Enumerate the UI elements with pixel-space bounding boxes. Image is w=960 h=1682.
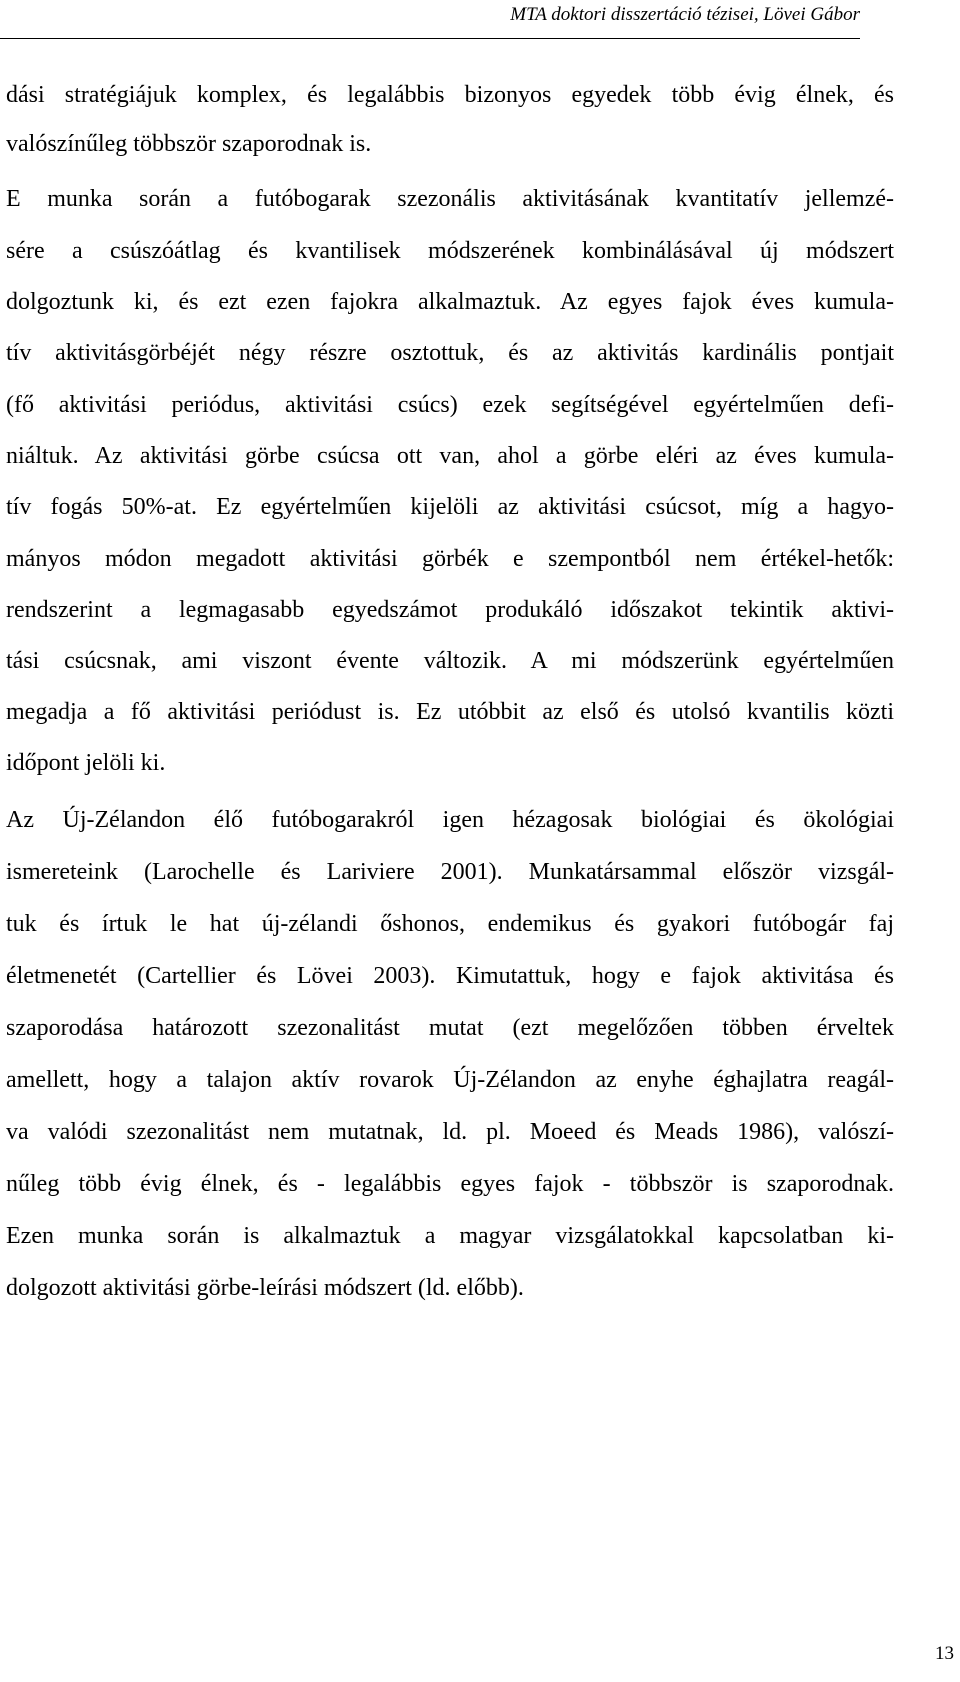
body-text-line: valószínűleg többször szaporodnak is. [6,131,372,157]
body-text-line: megadja a fő aktivitási periódust is. Ez utóbbit az első és utolsó kvantilis közti [6,699,894,725]
body-text-line: amellett, hogy a talajon aktív rovarok Új-Zélandon az enyhe éghajlatra reagál- [6,1067,894,1093]
body-text-line: nűleg több évig élnek, és - legalábbis egyes fajok - többször is szaporodnak. [6,1171,894,1197]
body-text-line: dási stratégiájuk komplex, és legalábbis bizonyos egyedek több évig élnek, és [6,82,894,108]
body-text-line: tási csúcsnak, ami viszont évente változik. A mi módszerünk egyértelműen [6,648,894,674]
body-text-line: szaporodása határozott szezonalitást mutat (ezt megelőzően többen érveltek [6,1015,894,1041]
body-text-line: niáltuk. Az aktivitási görbe csúcsa ott van, ahol a görbe eléri az éves kumula- [6,443,894,469]
body-text-line: ismereteink (Larochelle és Lariviere 2001). Munkatársammal először vizsgál- [6,859,894,885]
body-text-line: Az Új-Zélandon élő futóbogarakról igen hézagosak biológiai és ökológiai [6,807,894,833]
body-text-line: va valódi szezonalitást nem mutatnak, ld. pl. Moeed és Meads 1986), valószí- [6,1119,894,1145]
body-text-line: Ezen munka során is alkalmaztuk a magyar vizsgálatokkal kapcsolatban ki- [6,1223,894,1249]
running-header: MTA doktori disszertáció tézisei, Lövei Gábor [510,4,860,25]
body-text-line: E munka során a futóbogarak szezonális aktivitásának kvantitatív jellemzé- [6,186,894,212]
body-text-line: életmenetét (Cartellier és Lövei 2003). Kimutattuk, hogy e fajok aktivitása és [6,963,894,989]
body-text-line: (fő aktivitási periódus, aktivitási csúcs) ezek segítségével egyértelműen defi- [6,392,894,418]
body-text-line: tív fogás 50%-at. Ez egyértelműen kijelöli az aktivitási csúcsot, míg a hagyo- [6,494,894,520]
header-rule [0,38,860,39]
body-text-line: rendszerint a legmagasabb egyedszámot produkáló időszakot tekintik aktivi- [6,597,894,623]
body-text-line: sére a csúszóátlag és kvantilisek módszerének kombinálásával új módszert [6,238,894,264]
body-text-line: tív aktivitásgörbéjét négy részre osztottuk, és az aktivitás kardinális pontjait [6,340,894,366]
body-text-line: mányos módon megadott aktivitási görbék e szempontból nem értékel-hetők: [6,546,894,572]
body-text-line: időpont jelöli ki. [6,750,166,776]
page-number: 13 [935,1643,954,1664]
body-text-line: tuk és írtuk le hat új-zélandi őshonos, endemikus és gyakori futóbogár faj [6,911,894,937]
body-text-line: dolgozott aktivitási görbe-leírási módszert (ld. előbb). [6,1275,524,1301]
body-text-line: dolgoztunk ki, és ezt ezen fajokra alkalmaztuk. Az egyes fajok éves kumula- [6,289,894,315]
